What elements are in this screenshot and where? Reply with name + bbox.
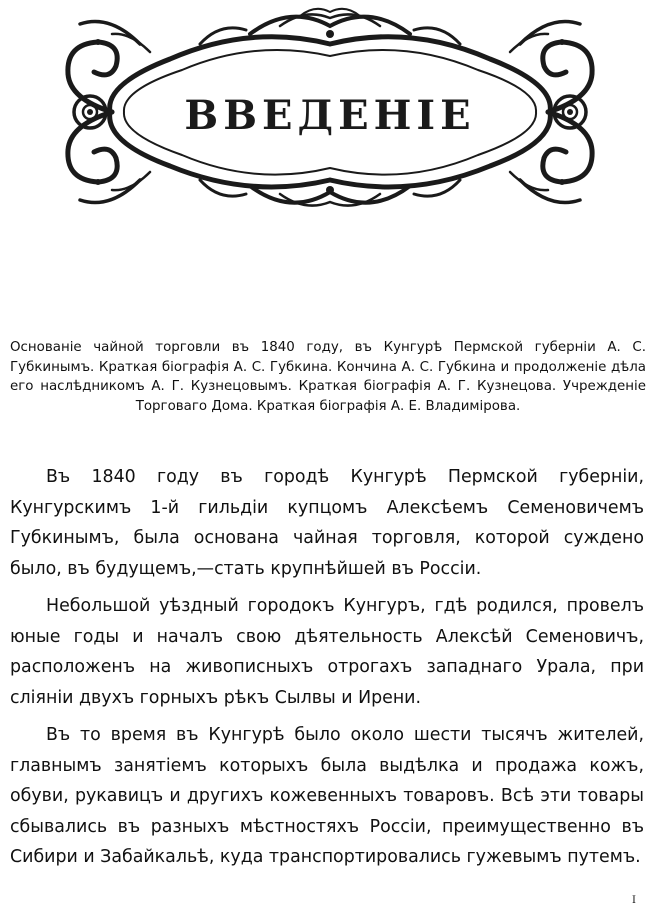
paragraph: Въ то время въ Кунгурѣ было около шести тысячъ жителей, главнымъ занятіемъ которыхъ была выдѣлка и продажа кожъ, обуви, рукавицъ и другихъ кожевенныхъ товаровъ. Всѣ эти товары сбывались въ разныхъ мѣстностяхъ Россіи, преимущественно въ Сибири и Забайкальѣ, куда транспортировались гужевымъ путемъ. xyxy=(10,725,644,867)
chapter-body xyxy=(10,462,644,880)
chapter-summary: Основаніе чайной торговли въ 1840 году, въ Кунгурѣ Пермской губерніи А. С. Губкинымъ. Краткая біографія А. С. Губкина. Кончина А. С. Губкина и продолженіе дѣла его наслѣдникомъ А. Г. Кузнецовымъ. Краткая біографія А. Г. Кузнецова. Учрежденіе Торговаго Дома. Краткая біографія А. Е. Владимірова. xyxy=(10,340,646,414)
paragraph: Въ 1840 году въ городѣ Кунгурѣ Пермской губерніи, Кунгурскимъ 1-й гильдіи купцомъ Алексѣемъ Семеновичемъ Губкинымъ, была основана чайная торговля, которой суждено было, въ будущемъ,—стать крупнѣйшей въ Россіи. xyxy=(10,467,644,579)
ornamental-cartouche xyxy=(50,4,610,214)
paragraph: Небольшой уѣздный городокъ Кунгуръ, гдѣ родился, провелъ юные годы и началъ свою дѣятельность Алексѣй Семеновичъ, расположенъ на живописныхъ отрогахъ западнаго Урала, при сліяніи двухъ горныхъ рѣкъ Сылвы и Ирени. xyxy=(10,596,644,708)
page-number: I xyxy=(632,895,636,906)
chapter-title: ВВЕДЕНІЕ xyxy=(184,92,476,139)
